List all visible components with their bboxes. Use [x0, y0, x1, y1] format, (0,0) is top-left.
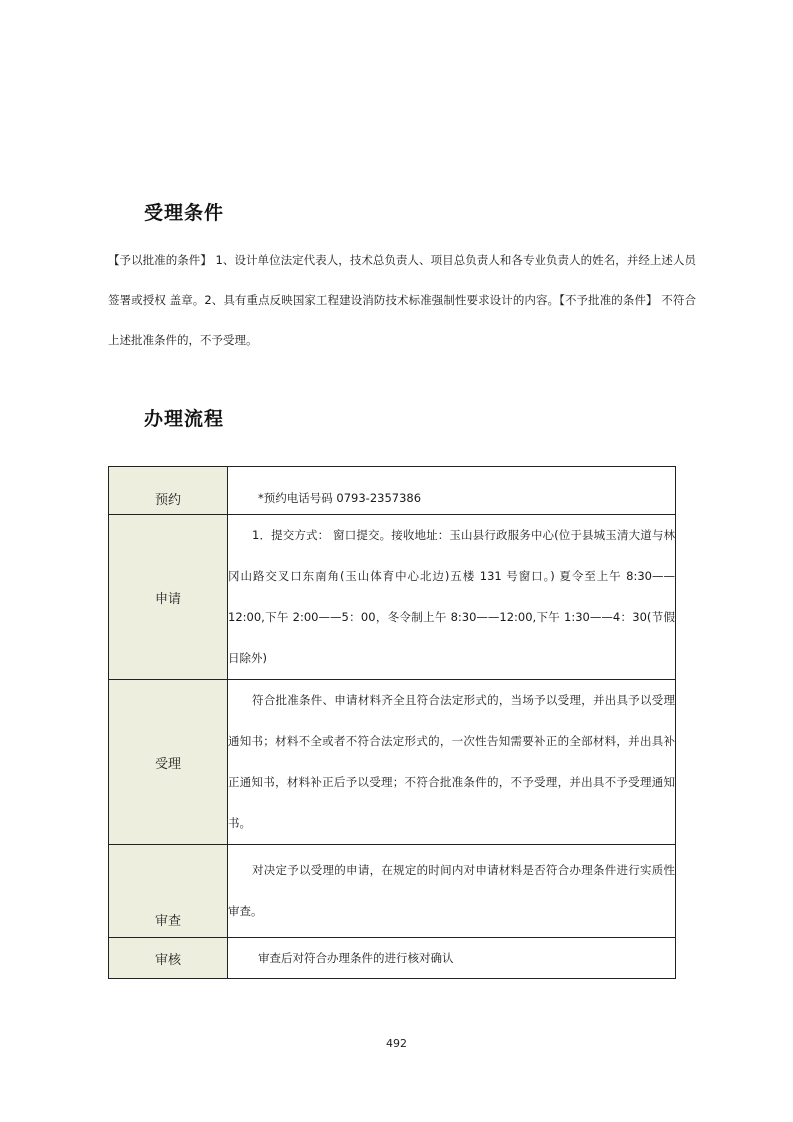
- section-heading-conditions: 受理条件: [144, 202, 225, 224]
- row-label-verify: 审核: [109, 938, 228, 979]
- section-heading-process: 办理流程: [144, 408, 225, 430]
- row-label-booking: 预约: [109, 467, 228, 515]
- process-table: [108, 466, 676, 979]
- table-row-accept: [109, 680, 676, 845]
- conditions-paragraph: 【予以批准的条件】 1、设计单位法定代表人，技术总负责人、项目总负责人和各专业负责人的姓名，并经上述人员签署或授权 盖章。2、具有重点反映国家工程建设消防技术标准强制性要求设计的内容。【不予批准的条件】 不符合上述批准条件的，不予受理。: [108, 253, 696, 347]
- row-content-apply: 1．提交方式： 窗口提交。接收地址：玉山县行政服务中心(位于县城玉清大道与林冈山路交叉口东南角(玉山体育中心北边)五楼 131 号窗口。) 夏令至上午 8:30——12:00,下午 2:00——5：00，冬令制上午 8:30——12:00,下午 1:30——4：30(节假日除外): [228, 515, 676, 680]
- row-label-review: 审查: [109, 845, 228, 938]
- table-row-apply: [109, 515, 676, 680]
- row-label-apply: 申请: [109, 515, 228, 680]
- table-row-booking: [109, 467, 676, 515]
- row-content-verify: 审查后对符合办理条件的进行核对确认: [228, 938, 676, 979]
- table-row-review: [109, 845, 676, 938]
- row-content-accept: 符合批准条件、申请材料齐全且符合法定形式的，当场予以受理，并出具予以受理通知书；材料不全或者不符合法定形式的，一次性告知需要补正的全部材料，并出具补正通知书，材料补正后予以受理；不符合批准条件的，不予受理，并出具不予受理通知书。: [228, 680, 676, 845]
- page-number: 492: [386, 1037, 407, 1050]
- row-content-review: 对决定予以受理的申请，在规定的时间内对申请材料是否符合办理条件进行实质性审查。: [228, 845, 676, 938]
- row-content-booking: *预约电话号码 0793-2357386: [228, 467, 676, 515]
- row-label-accept: 受理: [109, 680, 228, 845]
- table-row-verify: [109, 938, 676, 979]
